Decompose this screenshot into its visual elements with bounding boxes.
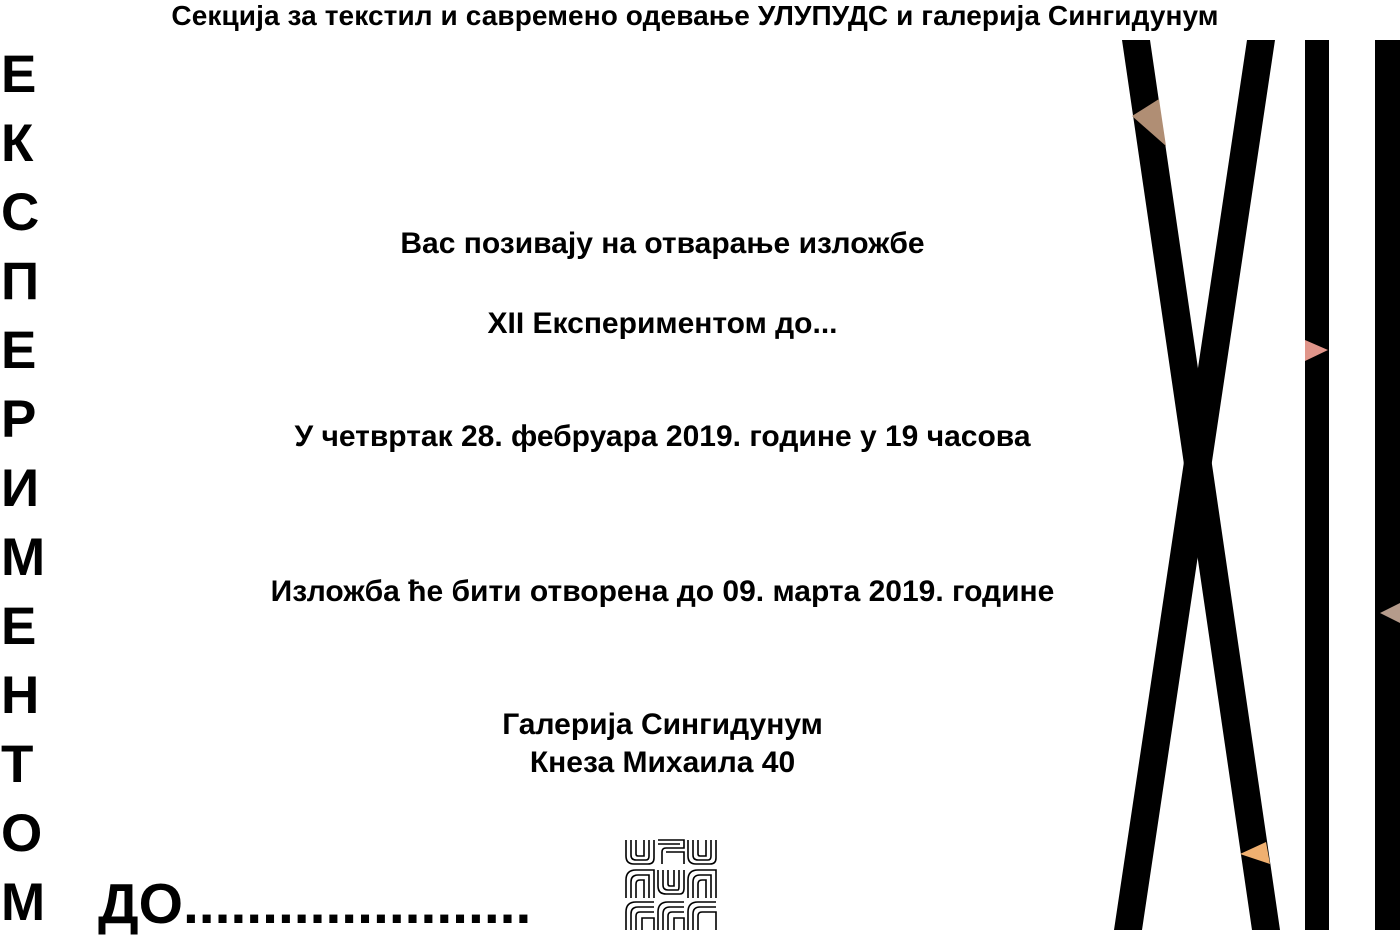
second-i-stroke (1375, 40, 1400, 930)
vertical-title-letter: Н (1, 666, 40, 725)
vertical-title-letter: Е (1, 45, 37, 104)
organizers-header: Секција за текстил и савремено одевање УЛУПУДС и галерија Сингидунум (171, 0, 1219, 31)
vertical-title-letter: О (1, 804, 43, 863)
vertical-title-letter: М (1, 873, 46, 932)
vertical-title-letter: И (1, 459, 40, 518)
ulupuds-logo-icon (622, 836, 720, 934)
vertical-title-letter: М (1, 528, 46, 587)
do-dotted-line: ДО...................... (98, 872, 532, 936)
venue-address: Кнеза Михаила 40 (529, 746, 796, 779)
vertical-title-letter: Р (1, 390, 37, 449)
vertical-title-letter: К (1, 114, 34, 173)
invitation-line: Вас позивају на отварање изложбе (400, 227, 925, 260)
exhibition-title: XII Експериментом до... (487, 307, 838, 340)
vertical-title-eksperimentom (0, 40, 44, 937)
vertical-title-letter: С (1, 183, 40, 242)
closing-date-text: Изложба ће бити отворена до 09. марта 2019. године (270, 575, 1055, 608)
vertical-title-letter: Е (1, 597, 37, 656)
venue-name: Галерија Сингидунум (502, 708, 823, 741)
first-i-stroke (1305, 40, 1329, 930)
opening-date-text: У четвртак 28. фебруара 2019. године у 19 часова (294, 420, 1031, 453)
roman-numeral-xii-artwork (1100, 0, 1400, 940)
vertical-title-letter: П (1, 252, 40, 311)
vertical-title-letter: Т (1, 735, 34, 794)
vertical-title-letter: Е (1, 321, 37, 380)
